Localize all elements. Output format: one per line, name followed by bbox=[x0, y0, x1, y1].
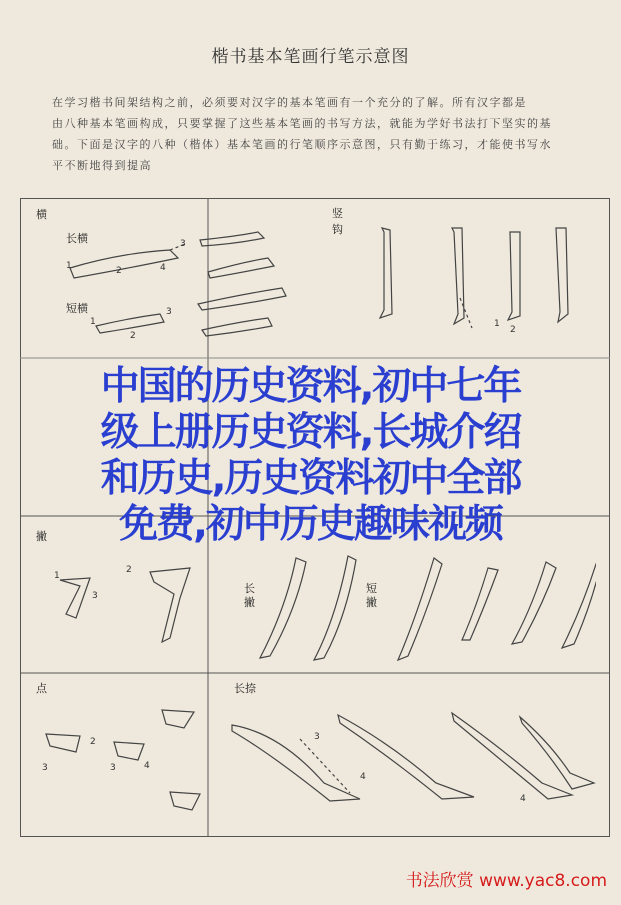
section-label-pie: 撇 bbox=[36, 530, 47, 543]
page-title: 楷书基本笔画行笔示意图 bbox=[211, 47, 410, 67]
section-label-chang-pie: 长撇 bbox=[244, 582, 255, 609]
intro-line: 平不断地得到提高 bbox=[52, 159, 152, 172]
svg-text:3: 3 bbox=[92, 591, 98, 601]
overlay-line: 中国的历史资料,初中七年 bbox=[100, 364, 521, 409]
svg-text:2: 2 bbox=[510, 325, 516, 335]
intro-line: 由八种基本笔画构成，只要掌握了这些基本笔画的书写方法，就能为学好书法打下坚实的基 bbox=[52, 117, 552, 130]
pie-stroke-drawing bbox=[30, 558, 210, 668]
shu-gou-stroke-drawing bbox=[360, 218, 600, 338]
overlay-line: 级上册历史资料,长城介绍 bbox=[100, 410, 521, 455]
svg-text:1: 1 bbox=[90, 317, 96, 327]
svg-text:2: 2 bbox=[116, 266, 122, 276]
svg-text:3: 3 bbox=[314, 732, 320, 742]
section-label-heng: 横 bbox=[36, 208, 47, 221]
dian-stroke-drawing bbox=[34, 698, 204, 828]
chang-pie-stroke-drawing bbox=[256, 548, 596, 668]
overlay-line: 和历史,历史资料初中全部 bbox=[100, 456, 521, 501]
svg-text:3: 3 bbox=[180, 239, 186, 249]
section-label-dian: 点 bbox=[36, 682, 47, 695]
svg-text:4: 4 bbox=[160, 263, 166, 273]
section-label-shu-gou: 竖钩 bbox=[332, 207, 343, 236]
section-label-chang-heng: 长横 bbox=[66, 232, 88, 245]
svg-text:1: 1 bbox=[66, 261, 72, 271]
overlay-headline bbox=[0, 364, 621, 548]
svg-text:1: 1 bbox=[54, 571, 60, 581]
svg-text:3: 3 bbox=[42, 763, 48, 773]
watermark: 书法欣赏 www.yac8.com bbox=[405, 871, 607, 891]
svg-text:3: 3 bbox=[166, 307, 172, 317]
heng-stroke-variants bbox=[188, 218, 328, 348]
intro-line: 在学习楷书间架结构之前，必须要对汉字的基本笔画有一个充分的了解。所有汉字都是 bbox=[52, 96, 527, 109]
svg-text:2: 2 bbox=[130, 331, 136, 341]
section-label-duan-pie: 短撇 bbox=[366, 582, 377, 609]
chang-na-stroke-drawing bbox=[220, 703, 605, 813]
overlay-line: 免费,初中历史趣味视频 bbox=[119, 502, 502, 547]
section-label-duan-heng: 短横 bbox=[66, 302, 88, 315]
intro-line: 础。下面是汉字的八种（楷体）基本笔画的行笔顺序示意图，只有勤于练习，才能使书写水 bbox=[52, 138, 552, 151]
section-label-chang-na: 长捺 bbox=[234, 682, 256, 695]
intro-text bbox=[52, 92, 599, 176]
svg-text:2: 2 bbox=[126, 565, 132, 575]
svg-text:4: 4 bbox=[360, 772, 366, 782]
svg-text:4: 4 bbox=[144, 761, 150, 771]
svg-text:4: 4 bbox=[520, 794, 526, 804]
svg-text:2: 2 bbox=[90, 737, 96, 747]
svg-text:3: 3 bbox=[110, 763, 116, 773]
svg-text:1: 1 bbox=[494, 319, 500, 329]
